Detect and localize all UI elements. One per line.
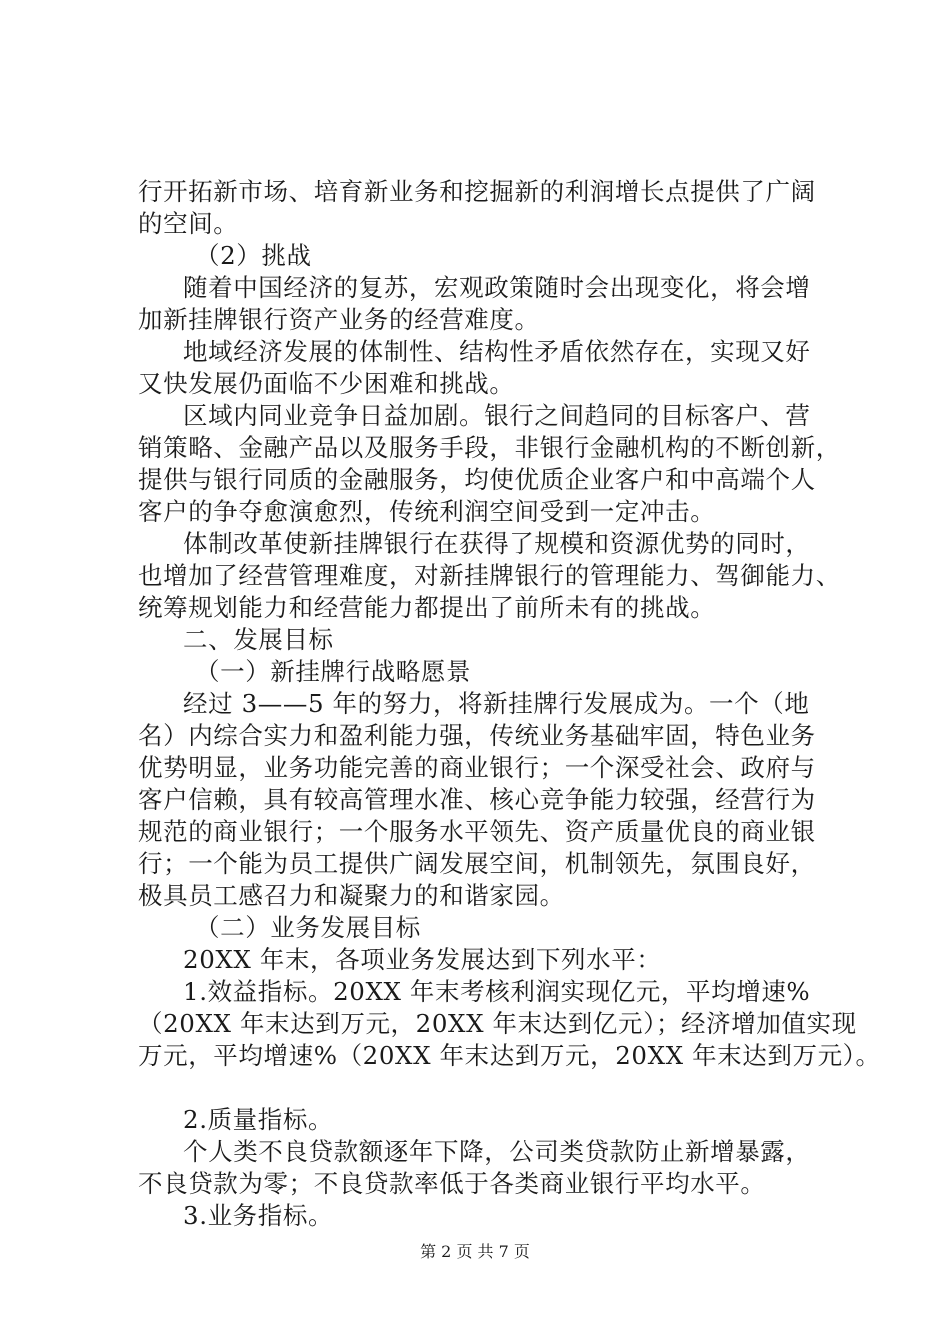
subsection-heading: （一）新挂牌行战略愿景 bbox=[195, 657, 472, 686]
text-line: 体制改革使新挂牌银行在获得了规模和资源优势的同时， bbox=[183, 529, 811, 558]
text-line: 又快发展仍面临不少困难和挑战。 bbox=[138, 369, 515, 398]
text-line: 3.业务指标。 bbox=[183, 1201, 334, 1230]
subsection-heading: （二）业务发展目标 bbox=[195, 913, 421, 942]
text-line: 行；一个能为员工提供广阔发展空间，机制领先，氛围良好， bbox=[138, 849, 816, 878]
text-line: 2.质量指标。 bbox=[183, 1105, 334, 1134]
text-line: 万元，平均增速%（20XX 年末达到万元，20XX 年末达到万元）。 bbox=[138, 1041, 881, 1070]
text-line: 随着中国经济的复苏，宏观政策随时会出现变化，将会增 bbox=[183, 273, 811, 302]
text-line: 客户信赖，具有较高管理水准、核心竞争能力较强，经营行为 bbox=[138, 785, 816, 814]
text-line: 个人类不良贷款额逐年下降，公司类贷款防止新增暴露， bbox=[183, 1137, 811, 1166]
section-heading: 二、发展目标 bbox=[183, 625, 334, 654]
text-line: 加新挂牌银行资产业务的经营难度。 bbox=[138, 305, 540, 334]
text-line: 也增加了经营管理难度，对新挂牌银行的管理能力、驾御能力、 bbox=[138, 561, 841, 590]
text-line: 销策略、金融产品以及服务手段，非银行金融机构的不断创新， bbox=[138, 433, 841, 462]
text-line: 地域经济发展的体制性、结构性矛盾依然存在，实现又好 bbox=[183, 337, 811, 366]
text-line: 经过 3——5 年的努力，将新挂牌行发展成为。一个（地 bbox=[183, 689, 810, 718]
text-line: 统筹规划能力和经营能力都提出了前所未有的挑战。 bbox=[138, 593, 716, 622]
text-line: 区域内同业竞争日益加剧。银行之间趋同的目标客户、营 bbox=[183, 401, 811, 430]
text-line: 客户的争夺愈演愈烈，传统利润空间受到一定冲击。 bbox=[138, 497, 716, 526]
text-line: 20XX 年末，各项业务发展达到下列水平： bbox=[183, 945, 662, 974]
text-line: 优势明显，业务功能完善的商业银行；一个深受社会、政府与 bbox=[138, 753, 816, 782]
text-line: 的空间。 bbox=[138, 209, 239, 238]
text-line: 规范的商业银行；一个服务水平领先、资产质量优良的商业银 bbox=[138, 817, 816, 846]
text-line: 不良贷款为零；不良贷款率低于各类商业银行平均水平。 bbox=[138, 1169, 766, 1198]
section-heading: （2）挑战 bbox=[195, 241, 312, 270]
text-line: 极具员工感召力和凝聚力的和谐家园。 bbox=[138, 881, 565, 910]
text-line: 名）内综合实力和盈利能力强，传统业务基础牢固，特色业务 bbox=[138, 721, 816, 750]
text-line: 提供与银行同质的金融服务，均使优质企业客户和中高端个人 bbox=[138, 465, 816, 494]
page-number-footer: 第 2 页 共 7 页 bbox=[420, 1242, 530, 1261]
text-line: （20XX 年末达到万元，20XX 年末达到亿元）；经济增加值实现 bbox=[138, 1009, 857, 1038]
text-line: 1.效益指标。20XX 年末考核利润实现亿元，平均增速% bbox=[183, 977, 811, 1006]
text-line: 行开拓新市场、培育新业务和挖掘新的利润增长点提供了广阔 bbox=[138, 177, 816, 206]
